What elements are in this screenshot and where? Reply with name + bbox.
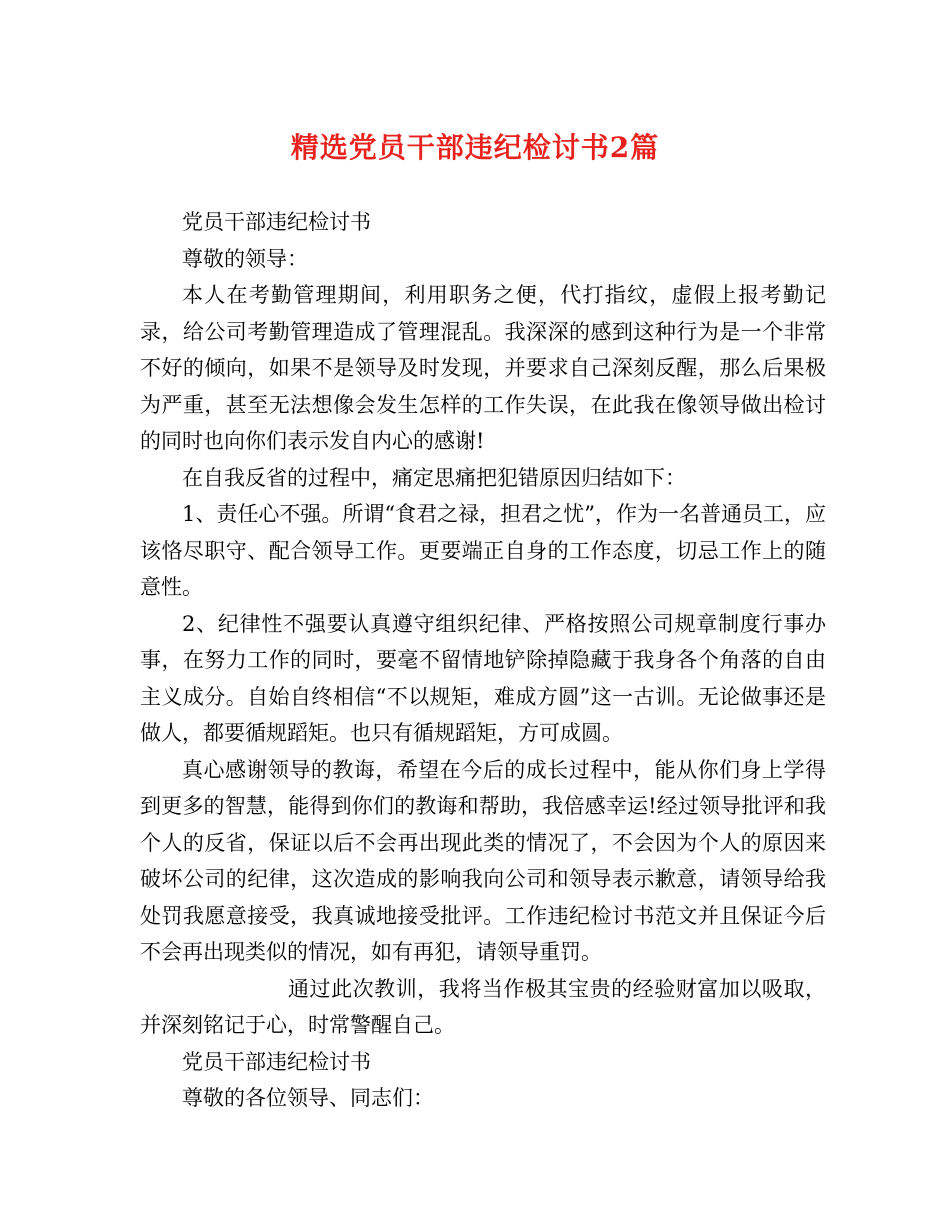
salutation: 尊敬的各位领导、同志们： <box>182 1086 434 1110</box>
document-body <box>140 204 826 1117</box>
section-heading: 党员干部违纪检讨书 <box>182 1049 371 1074</box>
body-paragraph: 在自我反省的过程中，痛定思痛把犯错原因归结如下： <box>182 465 686 490</box>
salutation: 尊敬的领导： <box>182 246 308 271</box>
body-paragraph: 本人在考勤管理期间，利用职务之便，代打指纹，虚假上报考勤记录，给公司考勤管理造成了管理混乱。我深深的感到这种行为是一个非常不好的倾向，如果不是领导及时发现，并要求自己深刻反醒，那么后果极为严重，甚至无法想像会发生怎样的工作失误，在此我在像领导做出检讨的同时也向你们表示发自内心的感谢! <box>140 283 826 453</box>
body-paragraph: 真心感谢领导的教诲，希望在今后的成长过程中，能从你们身上学得到更多的智慧，能得到你们的教诲和帮助，我倍感幸运!经过领导批评和我个人的反省，保证以后不会再出现此类的情况了，不会因为个人的原因来破坏公司的纪律，这次造成的影响我向公司和领导表示歉意，请领导给我处罚我愿意接受，我真诚地接受批评。工作违纪检讨书范文并且保证今后不会再出现类似的情况，如有再犯，请领导重罚。 <box>140 757 826 964</box>
body-paragraph: 2、纪律性不强要认真遵守组织纪律、严格按照公司规章制度行事办事，在努力工作的同时，要毫不留情地铲除掉隐藏于我身各个角落的自由主义成分。自始自终相信“不以规矩，难成方圆”这一古训。无论做事还是做人，都要循规蹈矩。也只有循规蹈矩，方可成圆。 <box>140 611 826 745</box>
section-heading: 党员干部违纪检讨书 <box>182 210 371 234</box>
body-paragraph: 1、责任心不强。所谓“食君之禄，担君之忧”，作为一名普通员工，应该恪尽职守、配合领导工作。更要端正自身的工作态度，切忌工作上的随意性。 <box>140 502 826 599</box>
document-title: 精选党员干部违纪检讨书2篇 <box>290 131 660 164</box>
body-paragraph: 通过此次教训，我将当作极其宝贵的经验财富加以吸取，并深刻铭记于心，时常警醒自己。 <box>140 976 826 1037</box>
